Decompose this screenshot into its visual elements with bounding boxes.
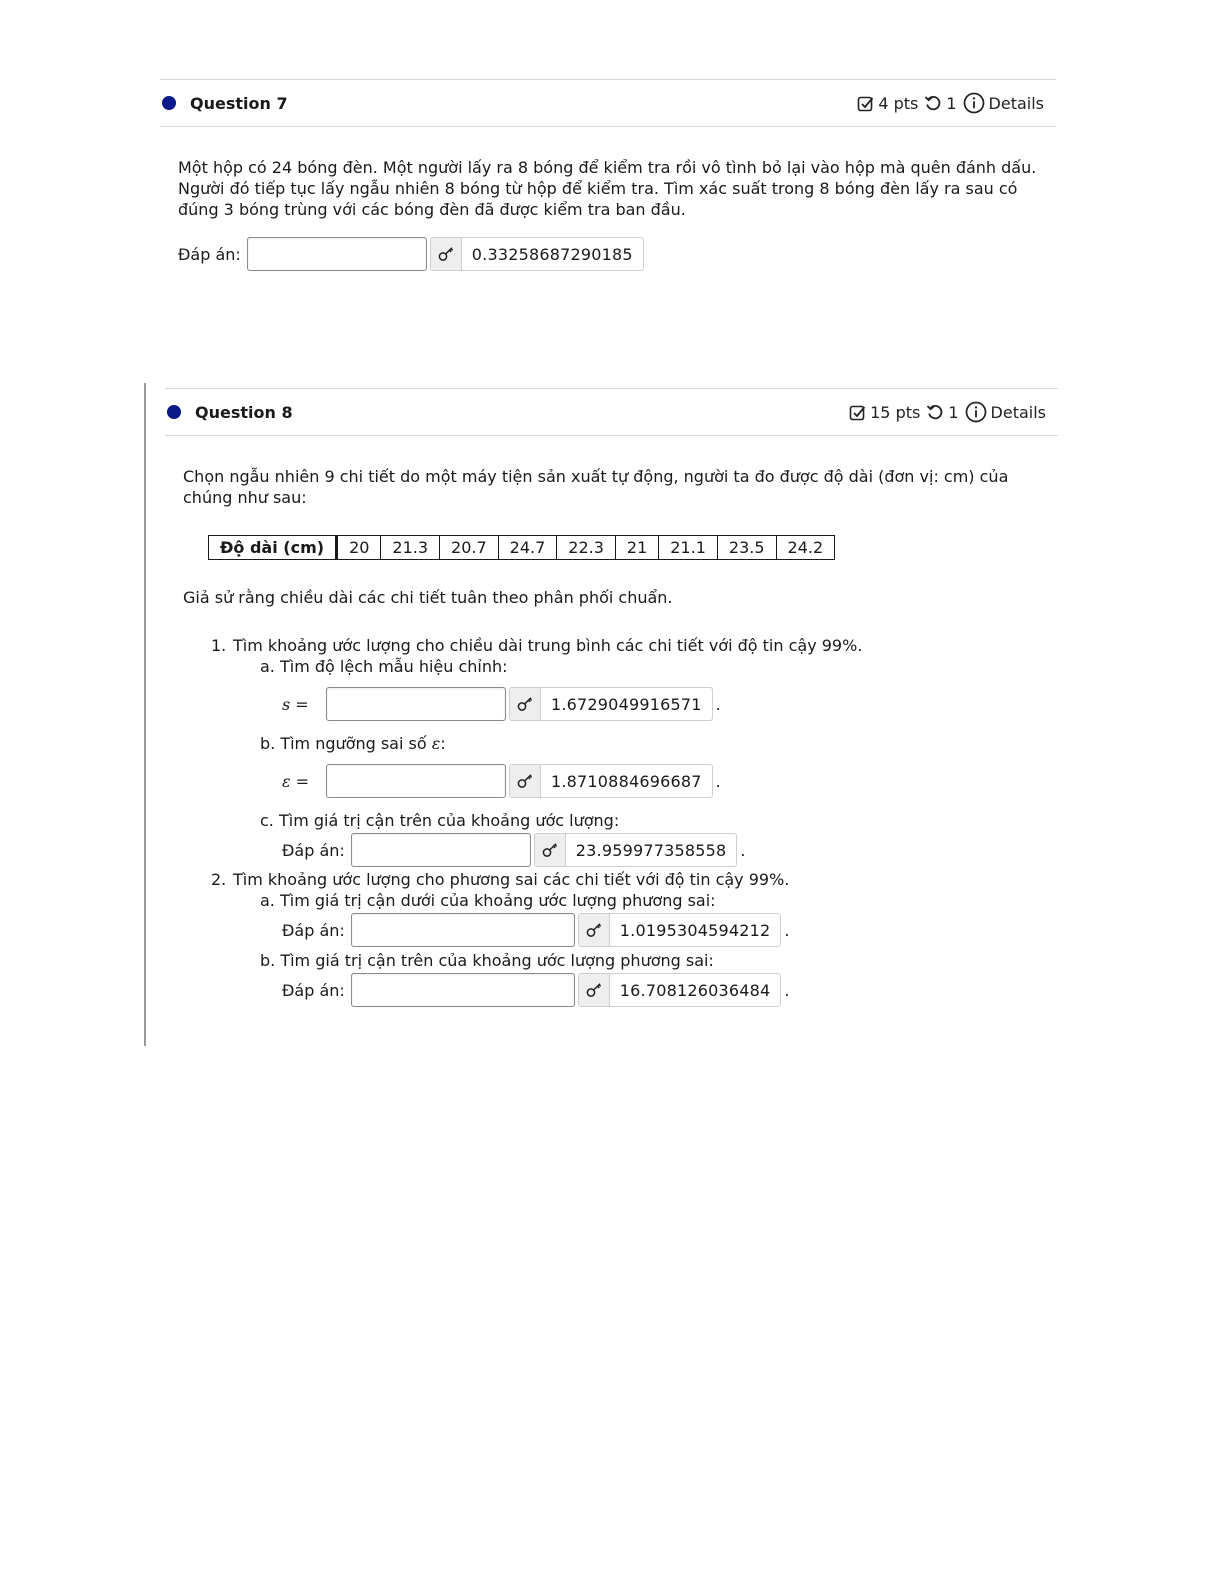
question-7-header <box>160 79 1056 127</box>
attempts-value: 1 <box>946 93 957 113</box>
item-1a-answer-row <box>282 687 1040 721</box>
table-cell: 20.7 <box>440 536 499 560</box>
item-1b-answer-row <box>282 764 1040 798</box>
item-1b-colon: : <box>440 734 446 753</box>
length-table <box>208 535 835 560</box>
period: . <box>715 771 721 791</box>
item-2b-answer-row <box>282 973 1040 1007</box>
attempts-value: 1 <box>948 402 959 422</box>
table-cell: 20 <box>337 536 381 560</box>
answer-label: Đáp án: <box>178 244 241 264</box>
answer-label: Đáp án: <box>282 920 345 940</box>
points <box>849 403 920 422</box>
epsilon-variable: ε = <box>282 771 310 791</box>
question-7-text-1: Một hộp có 24 bóng đèn. Một người lấy ra 8 bóng để kiểm tra rồi vô tình bỏ lại vào hộp mà quên đánh dấu. <box>178 158 1037 177</box>
upper-bound-input[interactable] <box>351 833 531 867</box>
details-link[interactable] <box>965 401 1046 423</box>
variance-upper-input[interactable] <box>351 973 575 1007</box>
answer-key-box <box>509 687 713 721</box>
key-value: 1.6729049916571 <box>551 694 702 714</box>
question-8-title: Question 8 <box>195 402 293 422</box>
key-icon <box>516 695 534 713</box>
details-link[interactable] <box>963 92 1044 114</box>
item-1-parts <box>260 656 1040 867</box>
points-value: 4 pts <box>878 93 919 113</box>
info-icon <box>963 92 985 114</box>
item-2 <box>211 869 1040 890</box>
question-7-title: Question 7 <box>190 93 288 113</box>
checkbox-icon <box>849 404 866 421</box>
answer-key-box <box>509 764 713 798</box>
checkbox-icon <box>857 95 874 112</box>
question-8-intro-2: chúng như sau: <box>183 488 307 507</box>
item-1b-text-row <box>260 733 1040 754</box>
item-2b-text: b. Tìm giá trị cận trên của khoảng ước lượng phương sai: <box>260 951 714 970</box>
question-7-body <box>160 127 1056 271</box>
sub-questions <box>211 635 1040 1007</box>
status-dot-icon <box>162 96 176 110</box>
table-cell: 22.3 <box>557 536 616 560</box>
answer-key-box <box>534 833 738 867</box>
question-7-meta <box>857 92 1056 114</box>
key-value: 16.708126036484 <box>619 980 771 1000</box>
question-7-title-wrap <box>160 94 288 113</box>
question-8-header <box>165 388 1058 436</box>
item-2-text: Tìm khoảng ước lượng cho phương sai các chi tiết với độ tin cậy 99%. <box>233 870 790 889</box>
key-button[interactable] <box>431 238 462 270</box>
variance-lower-input[interactable] <box>351 913 575 947</box>
answer-key-box <box>578 913 782 947</box>
answer-key-box <box>578 973 782 1007</box>
key-icon <box>585 921 603 939</box>
info-icon <box>965 401 987 423</box>
table-cell: 21.3 <box>381 536 440 560</box>
item-1c-answer-row <box>282 833 1040 867</box>
question-7 <box>160 79 1056 271</box>
key-icon <box>437 245 455 263</box>
key-button[interactable] <box>510 765 541 797</box>
answer-input[interactable] <box>247 237 427 271</box>
item-1a-text: a. Tìm độ lệch mẫu hiệu chỉnh: <box>260 657 508 676</box>
answer-key-box <box>430 237 644 271</box>
period: . <box>715 694 721 714</box>
period: . <box>784 980 790 1000</box>
details-label[interactable]: Details <box>990 402 1046 422</box>
item-2a-answer-row <box>282 913 1040 947</box>
key-icon <box>541 841 559 859</box>
key-button[interactable] <box>535 834 566 866</box>
s-input[interactable] <box>326 687 506 721</box>
item-2a-text: a. Tìm giá trị cận dưới của khoảng ước lượng phương sai: <box>260 891 716 910</box>
question-7-answer-row <box>178 237 1038 271</box>
key-value: 1.8710884696687 <box>551 771 702 791</box>
question-8-title-wrap <box>165 403 293 422</box>
period: . <box>740 840 746 860</box>
table-cell: 21.1 <box>659 536 718 560</box>
points <box>857 94 918 113</box>
table-header-cell: Độ dài (cm) <box>209 536 337 560</box>
s-variable: s = <box>282 694 309 714</box>
question-8-meta <box>849 401 1058 423</box>
key-icon <box>516 772 534 790</box>
item-1 <box>211 635 1040 656</box>
key-button[interactable] <box>579 914 610 946</box>
question-7-text-2: Người đó tiếp tục lấy ngẫu nhiên 8 bóng từ hộp để kiểm tra. Tìm xác suất trong 8 bóng đèn lấy ra sau có <box>178 179 1018 198</box>
points-value: 15 pts <box>870 402 921 422</box>
table-cell: 24.7 <box>498 536 557 560</box>
key-value: 1.0195304594212 <box>619 920 771 940</box>
question-8-focus-rule <box>144 383 146 1046</box>
item-2-number: 2. <box>211 870 227 889</box>
question-8 <box>165 388 1058 1007</box>
answer-label: Đáp án: <box>282 980 345 1000</box>
epsilon-symbol: ε <box>431 734 441 753</box>
status-dot-icon <box>167 405 181 419</box>
epsilon-input[interactable] <box>326 764 506 798</box>
key-value: 0.33258687290185 <box>471 244 633 264</box>
table-cell: 21 <box>615 536 658 560</box>
item-2-parts <box>260 890 1040 1007</box>
answer-label: Đáp án: <box>282 840 345 860</box>
attempts <box>924 94 956 113</box>
assumption-text: Giả sử rằng chiều dài các chi tiết tuân theo phân phối chuẩn. <box>183 588 673 607</box>
details-label[interactable]: Details <box>988 93 1044 113</box>
table-cell: 24.2 <box>776 536 835 560</box>
item-1c-text: c. Tìm giá trị cận trên của khoảng ước lượng: <box>260 811 620 830</box>
item-1-text: Tìm khoảng ước lượng cho chiều dài trung bình các chi tiết với độ tin cậy 99%. <box>233 636 863 655</box>
key-button[interactable] <box>510 688 541 720</box>
item-1-number: 1. <box>211 636 227 655</box>
question-8-body <box>165 436 1058 1007</box>
table-cell: 23.5 <box>717 536 776 560</box>
attempts <box>926 403 958 422</box>
table-row <box>209 536 835 560</box>
key-button[interactable] <box>579 974 610 1006</box>
question-8-intro-1: Chọn ngẫu nhiên 9 chi tiết do một máy tiện sản xuất tự động, người ta đo được độ dài (đơn vị: cm) của <box>183 467 1009 486</box>
retry-icon <box>926 403 944 421</box>
retry-icon <box>924 94 942 112</box>
key-value: 23.959977358558 <box>575 840 727 860</box>
question-7-text-3: đúng 3 bóng trùng với các bóng đèn đã được kiểm tra ban đầu. <box>178 200 686 219</box>
period: . <box>784 920 790 940</box>
key-icon <box>585 981 603 999</box>
item-1b-text: b. Tìm ngưỡng sai số <box>260 734 427 753</box>
